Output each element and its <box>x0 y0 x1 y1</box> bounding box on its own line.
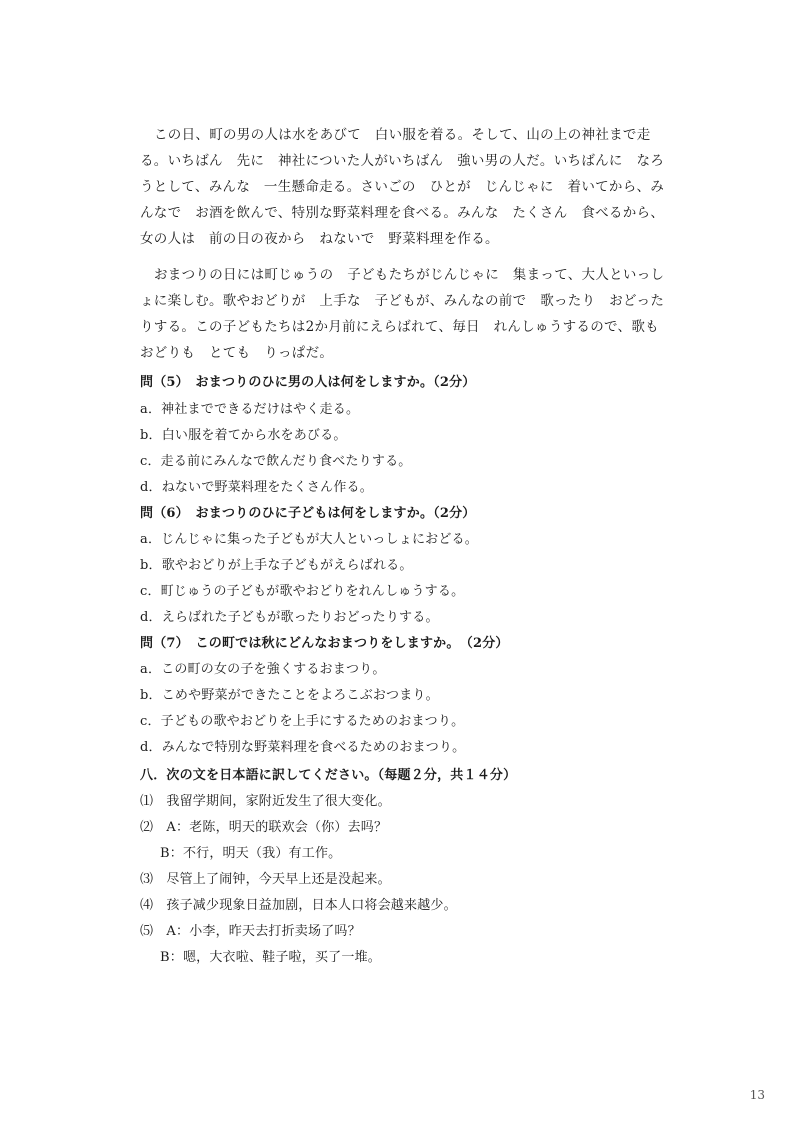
passage-paragraph-1 <box>140 122 670 252</box>
translation-sentence-3: ⑶ 尽管上了闹钟，今天早上还是没起来。 <box>140 872 391 887</box>
question-7-option-d: d．みんなで特別な野菜料理を食べるためのおまつり。 <box>140 740 466 755</box>
question-5-option-d: d．ねないで野菜料理をたくさん作る。 <box>140 480 373 495</box>
passage-text-2: おまつりの日には町じゅうの 子どもたちがじんじゃに 集まって、大人といっしょに楽しむ。歌やおどりが 上手な 子どもが、みんなの前で 歌ったり おどったりする。この子どもたちは2か月前にえらばれて、毎日 れんしゅうするので、歌もおどりも とても りっぱだ。 <box>140 267 665 361</box>
question-7-title: 問（7） この町では秋にどんなおまつりをしますか。 （2分） <box>140 636 509 651</box>
translation-sentence-2b: B：不行，明天（我）有工作。 <box>160 846 342 861</box>
passage-text-1: この日、町の男の人は水をあびて 白い服を着る。そして、山の上の神社まで走る。いちばん 先に 神社についた人がいちばん 強い男の人だ。いちばんに なろうとして、みんな 一生懸命走る。さいごの ひとが じんじゃに 着いてから、みんなで お酒を飲んで、特別な野菜料理を食べる。みんな たくさん 食べるから、女の人は 前の日の夜から ねないで 野菜料理を作る。 <box>140 127 665 247</box>
translation-sentence-2a: ⑵ A：老陈，明天的联欢会（你）去吗？ <box>140 820 388 835</box>
question-5-option-b: b．白い服を着てから水をあびる。 <box>140 428 347 443</box>
question-5-title: 問（5） おまつりのひに男の人は何をしますか。（2分） <box>140 375 476 390</box>
question-6-option-a: a．じんじゃに集った子どもが大人といっしょにおどる。 <box>140 532 478 547</box>
question-5-option-c: c．走る前にみんなで飲んだり食べたりする。 <box>140 454 412 469</box>
translation-sentence-1: ⑴ 我留学期间，家附近发生了很大变化。 <box>140 794 391 809</box>
section-8-title: 八．次の文を日本語に訳してください。（每题２分，共１４分） <box>140 768 517 783</box>
translation-sentence-5a: ⑸ A：小李，昨天去打折卖场了吗？ <box>140 924 361 939</box>
translation-sentence-4: ⑷ 孩子减少现象日益加剧，日本人口将会越来越少。 <box>140 898 457 913</box>
question-6-option-c: c．町じゅうの子どもが歌やおどりをれんしゅうする。 <box>140 584 465 599</box>
question-5-option-a: a．神社までできるだけはやく走る。 <box>140 402 360 417</box>
question-6-option-b: b．歌やおどりが上手な子どもがえらばれる。 <box>140 558 413 573</box>
question-7-option-a: a．この町の女の子を強くするおまつり。 <box>140 662 386 677</box>
question-6-option-d: d．えらばれた子どもが歌ったりおどったりする。 <box>140 610 439 625</box>
passage-paragraph-2 <box>140 262 670 366</box>
question-7-option-c: c．子どもの歌やおどりを上手にするためのおまつり。 <box>140 714 465 729</box>
question-7-option-b: b．こめや野菜ができたことをよろこぶおつまり。 <box>140 688 439 703</box>
question-6-title: 問（6） おまつりのひに子どもは何をしますか。（2分） <box>140 506 476 521</box>
page-number: 13 <box>749 1088 765 1102</box>
translation-sentence-5b: B：嗯，大衣啦、鞋子啦，买了一堆。 <box>160 950 381 965</box>
